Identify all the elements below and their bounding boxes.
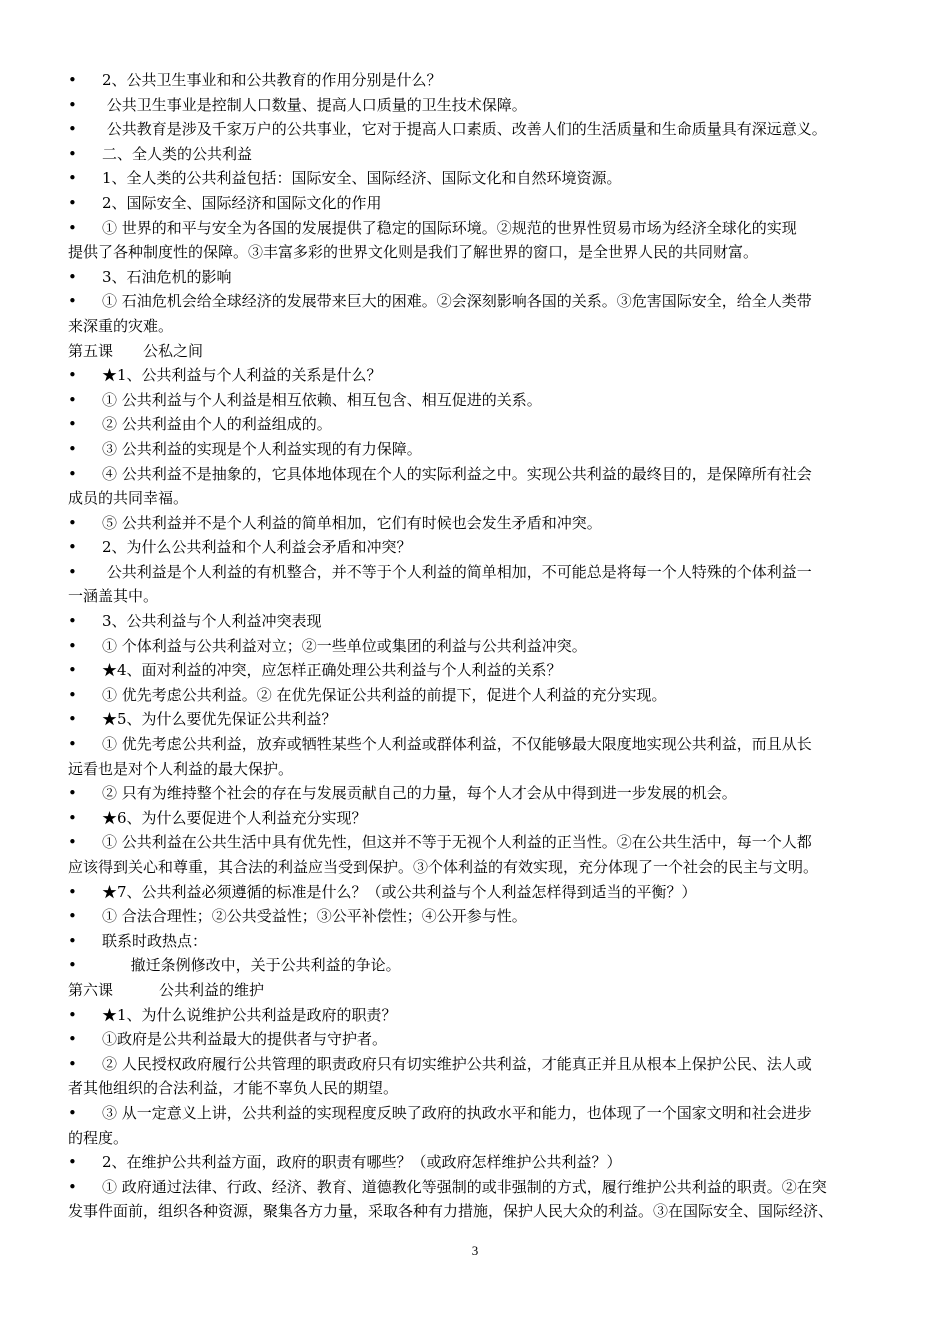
bullet-marker: • — [68, 292, 77, 311]
line-text: ★5、为什么要优先保证公共利益？ — [102, 710, 337, 729]
bullet-line — [68, 1027, 890, 1052]
bullet-line — [68, 1052, 890, 1077]
bullet-line — [68, 732, 890, 757]
bullet-marker: • — [68, 612, 77, 631]
continuation-line: 的程度。 — [68, 1128, 129, 1147]
bullet-marker: • — [68, 833, 77, 852]
bullet-line — [68, 363, 890, 388]
bullet-line — [68, 117, 890, 142]
line-text: ① 个体利益与公共利益对立；②一些单位或集团的利益与公共利益冲突。 — [102, 636, 587, 655]
line-text: 二、全人类的公共利益 — [102, 144, 253, 163]
document-body — [68, 68, 890, 1224]
bullet-marker: • — [68, 1103, 77, 1122]
bullet-line — [68, 535, 890, 560]
line-text: ①政府是公共利益最大的提供者与守护者。 — [102, 1030, 388, 1049]
lesson-number: 第五课 — [68, 341, 114, 360]
lesson-heading — [68, 339, 890, 364]
continuation-line: 发事件面前，组织各种资源，聚集各方力量，采取各种有力措施，保护人民大众的利益。③在国际安全、国际经济、 — [68, 1202, 834, 1221]
bullet-marker: • — [68, 193, 77, 212]
bullet-line — [68, 634, 890, 659]
line-text: ② 人民授权政府履行公共管理的职责政府只有切实维护公共利益，才能真正并且从根本上保护公民、法人或 — [102, 1054, 812, 1073]
bullet-line — [68, 462, 890, 487]
lesson-title: 公共利益的维护 — [159, 980, 265, 999]
line-text: 撤迁条例修改中，关于公共利益的争论。 — [102, 956, 401, 975]
bullet-line — [68, 289, 890, 314]
line-text: ① 石油危机会给全球经济的发展带来巨大的困难。②会深刻影响各国的关系。③危害国际安全，给全人类带 — [102, 292, 812, 311]
line-text: 公共利益是个人利益的有机整合，并不等于个人利益的简单相加，不可能总是将每一个人特殊的个体利益一 — [102, 562, 812, 581]
bullet-line — [68, 929, 890, 954]
line-text: 3、公共利益与个人利益冲突表现 — [102, 612, 322, 631]
bullet-marker: • — [68, 685, 77, 704]
line-text: ④ 公共利益不是抽象的，它具体地体现在个人的实际利益之中。实现公共利益的最终目的，是保障所有社会 — [102, 464, 812, 483]
line-text: ② 公共利益由个人的利益组成的。 — [102, 415, 332, 434]
bullet-line — [68, 511, 890, 536]
bullet-marker: • — [68, 956, 77, 975]
continuation-line: 应该得到关心和尊重，其合法的利益应当受到保护。③个体利益的有效实现，充分体现了一个社会的民主与文明。 — [68, 858, 819, 876]
bullet-marker: • — [68, 439, 77, 458]
bullet-line — [68, 1101, 890, 1126]
line-text: ★4、面对利益的冲突，应怎样正确处理公共利益与个人利益的关系？ — [102, 661, 562, 680]
bullet-marker: • — [68, 538, 77, 557]
bullet-line — [68, 953, 890, 978]
line-text: 2、国际安全、国际经济和国际文化的作用 — [102, 193, 382, 212]
lesson-heading — [68, 978, 890, 1003]
continuation-line: 一涵盖其中。 — [68, 587, 159, 606]
bullet-marker: • — [68, 366, 77, 385]
line-text: 3、石油危机的影响 — [102, 267, 232, 286]
bullet-marker: • — [68, 120, 77, 139]
line-text: ★1、公共利益与个人利益的关系是什么？ — [102, 366, 382, 385]
bullet-marker: • — [68, 169, 77, 188]
line-text: ★1、为什么说维护公共利益是政府的职责？ — [102, 1005, 397, 1024]
bullet-line — [68, 683, 890, 708]
bullet-marker: • — [68, 808, 77, 827]
bullet-line — [68, 707, 890, 732]
lesson-title: 公私之间 — [143, 341, 204, 360]
bullet-line — [68, 166, 890, 191]
bullet-line — [68, 142, 890, 167]
line-text: 1、全人类的公共利益包括：国际安全、国际经济、国际文化和自然环境资源。 — [102, 169, 622, 188]
bullet-line — [68, 1003, 890, 1028]
continuation-line: 者其他组织的合法利益，才能不辜负人民的期望。 — [68, 1079, 399, 1098]
bullet-line — [68, 437, 890, 462]
continuation-line: 来深重的灾难。 — [68, 316, 174, 335]
line-text: 2、为什么公共利益和个人利益会矛盾和冲突？ — [102, 538, 412, 557]
bullet-marker: • — [68, 415, 77, 434]
bullet-line — [68, 93, 890, 118]
line-text: 公共卫生事业是控制人口数量、提高人口质量的卫生技术保障。 — [102, 95, 527, 114]
bullet-marker: • — [68, 1005, 77, 1024]
bullet-line — [68, 412, 890, 437]
bullet-line — [68, 904, 890, 929]
bullet-marker: • — [68, 735, 77, 754]
lesson-number: 第六课 — [68, 980, 114, 999]
bullet-marker: • — [68, 267, 77, 286]
bullet-marker: • — [68, 218, 77, 237]
bullet-marker: • — [68, 907, 77, 926]
bullet-marker: • — [68, 71, 77, 89]
line-text: ① 公共利益与个人利益是相互依赖、相互包含、相互促进的关系。 — [102, 390, 542, 409]
bullet-marker: • — [68, 513, 77, 532]
bullet-line — [68, 830, 890, 855]
bullet-line — [68, 388, 890, 413]
bullet-marker: • — [68, 144, 77, 163]
page-number: 3 — [471, 1243, 479, 1258]
bullet-line — [68, 806, 890, 831]
bullet-line — [68, 216, 890, 241]
bullet-marker: • — [68, 1177, 77, 1196]
bullet-line — [68, 191, 890, 216]
bullet-marker: • — [68, 390, 77, 409]
line-text: ★6、为什么要促进个人利益充分实现？ — [102, 808, 367, 827]
line-text: 2、在维护公共利益方面，政府的职责有哪些？（或政府怎样维护公共利益？） — [102, 1153, 622, 1172]
bullet-marker: • — [68, 882, 77, 901]
bullet-marker: • — [68, 1153, 77, 1172]
bullet-marker: • — [68, 1030, 77, 1049]
line-text: ② 只有为维持整个社会的存在与发展贡献自己的力量，每个人才会从中得到进一步发展的机会。 — [102, 784, 737, 803]
bullet-line — [68, 68, 890, 93]
line-text: ① 政府通过法律、行政、经济、教育、道德教化等强制的或非强制的方式，履行维护公共利益的职责。②在突 — [102, 1177, 827, 1196]
bullet-marker: • — [68, 95, 77, 114]
line-text: ⑤ 公共利益并不是个人利益的简单相加，它们有时候也会发生矛盾和冲突。 — [102, 513, 602, 532]
continuation-line: 远看也是对个人利益的最大保护。 — [68, 759, 294, 778]
line-text: 公共教育是涉及千家万户的公共事业，它对于提高人口素质、改善人们的生活质量和生命质量具有深远意义。 — [102, 120, 827, 139]
bullet-marker: • — [68, 464, 77, 483]
bullet-line — [68, 560, 890, 585]
bullet-marker: • — [68, 636, 77, 655]
bullet-line — [68, 658, 890, 683]
continuation-line: 成员的共同幸福。 — [68, 489, 189, 508]
bullet-line — [68, 1175, 890, 1200]
line-text: 联系时政热点： — [102, 931, 208, 950]
line-text: ① 优先考虑公共利益，放弃或牺牲某些个人利益或群体利益，不仅能够最大限度地实现公共利益，而且从长 — [102, 735, 812, 754]
line-text: 2、公共卫生事业和和公共教育的作用分别是什么？ — [102, 71, 442, 89]
line-text: ③ 从一定意义上讲，公共利益的实现程度反映了政府的执政水平和能力，也体现了一个国家文明和社会进步 — [102, 1103, 812, 1122]
bullet-line — [68, 880, 890, 905]
bullet-marker: • — [68, 931, 77, 950]
line-text: ① 合法合理性；②公共受益性；③公平补偿性；④公开参与性。 — [102, 907, 527, 926]
bullet-line — [68, 1150, 890, 1175]
bullet-marker: • — [68, 661, 77, 680]
line-text: ① 公共利益在公共生活中具有优先性，但这并不等于无视个人利益的正当性。②在公共生活中，每一个人都 — [102, 833, 812, 852]
line-text: ① 世界的和平与安全为各国的发展提供了稳定的国际环境。②规范的世界性贸易市场为经济全球化的实现 — [102, 218, 797, 237]
line-text: ① 优先考虑公共利益。② 在优先保证公共利益的前提下，促进个人利益的充分实现。 — [102, 685, 667, 704]
bullet-line — [68, 265, 890, 290]
line-text: ③ 公共利益的实现是个人利益实现的有力保障。 — [102, 439, 422, 458]
bullet-line — [68, 781, 890, 806]
continuation-line: 提供了各种制度性的保障。③丰富多彩的世界文化则是我们了解世界的窗口，是全世界人民的共同财富。 — [68, 243, 759, 262]
bullet-marker: • — [68, 784, 77, 803]
bullet-marker: • — [68, 1054, 77, 1073]
line-text: ★7、公共利益必须遵循的标准是什么？（或公共利益与个人利益怎样得到适当的平衡？） — [102, 882, 697, 901]
bullet-line — [68, 609, 890, 634]
bullet-marker: • — [68, 562, 77, 581]
bullet-marker: • — [68, 710, 77, 729]
